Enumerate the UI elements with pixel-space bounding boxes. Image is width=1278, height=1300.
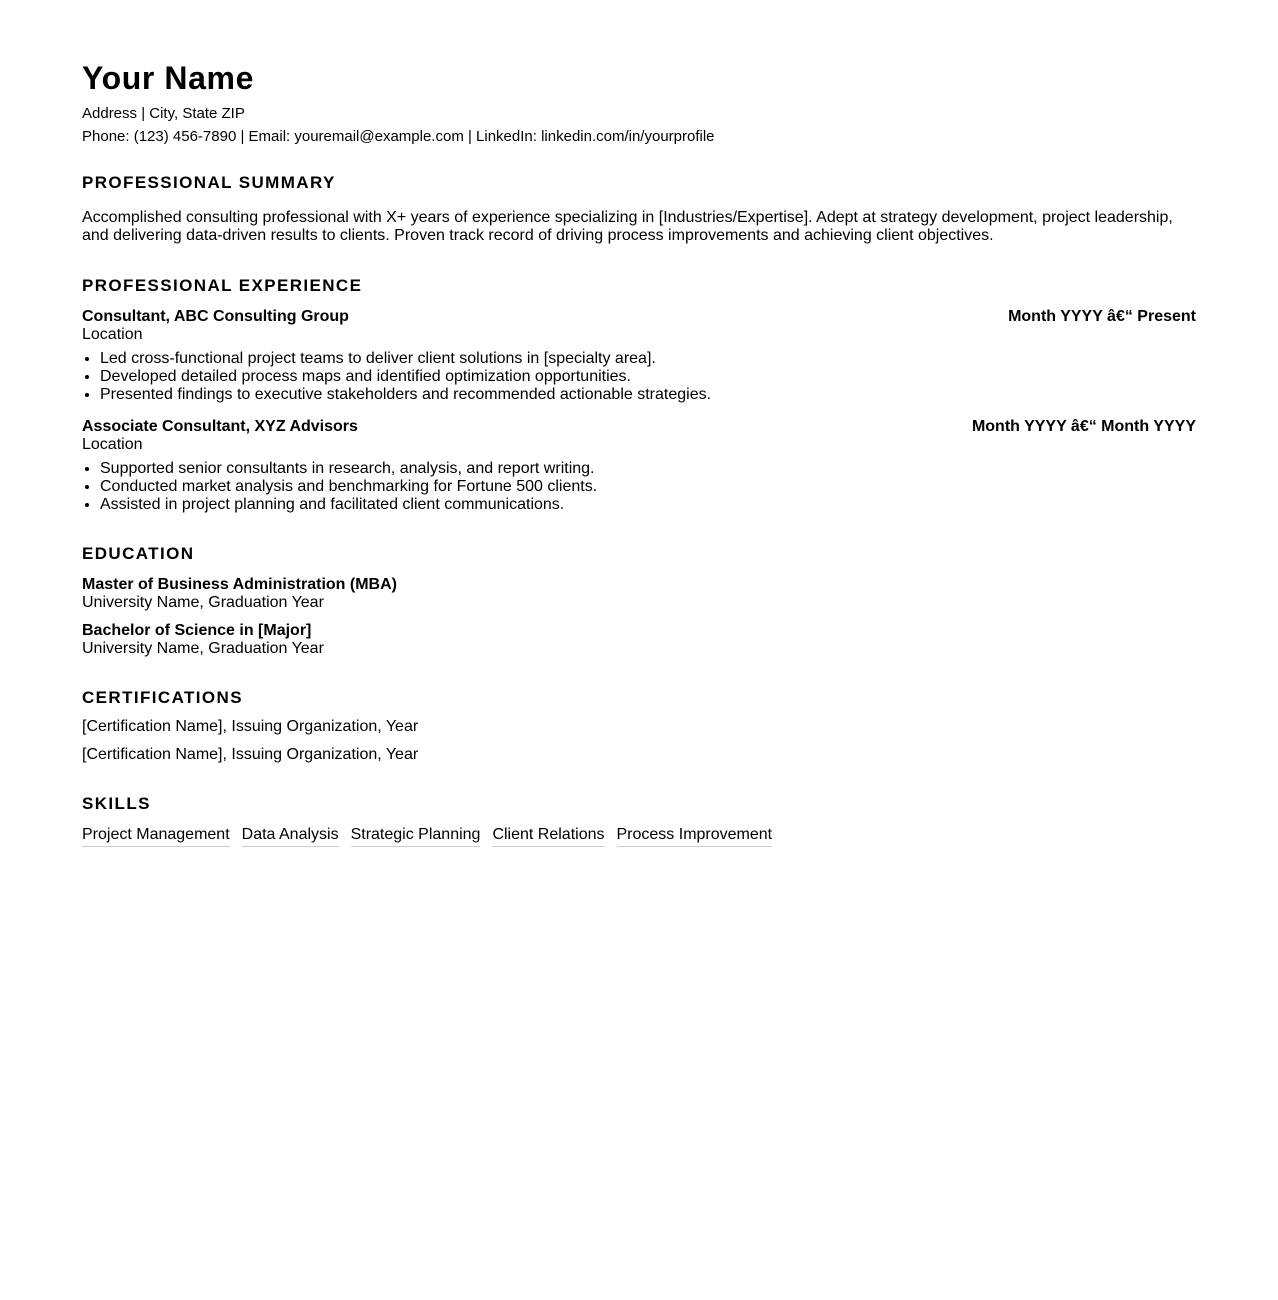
skill-tag: Client Relations: [492, 826, 604, 847]
job-bullet: • Supported senior consultants in research, analysis, and report writing.: [100, 460, 1196, 478]
degree-school: University Name, Graduation Year: [82, 640, 324, 657]
job-dates: Month YYYY â€“ Month YYYY: [971, 418, 1196, 435]
job-location: Location: [82, 326, 143, 343]
certification-list: [82, 718, 1196, 764]
job-dates: Month YYYY â€“ Present: [1008, 308, 1196, 325]
section-title-education: EDUCATION: [82, 544, 195, 563]
skill-tag: Data Analysis: [242, 826, 339, 847]
education-section: [82, 544, 1196, 658]
summary-text: Accomplished consulting professional with X+ years of experience specializing in [Industries/Expertise]. Adept at strategy development, project leadership, and delivering data-driven results to clients. Proven track record of driving process improvements and achieving client objectives.: [82, 209, 1173, 244]
job-header: [82, 418, 1196, 436]
job-bullet: • Presented findings to executive stakeholders and recommended actionable strategies.: [100, 386, 1196, 404]
skills-list: [82, 826, 1196, 847]
job-bullet: • Led cross-functional project teams to deliver client solutions in [specialty area].: [100, 350, 1196, 368]
degree-entry: [82, 576, 1196, 612]
contact-line: Phone: (123) 456-7890 | Email: youremail@example.com | LinkedIn: linkedin.com/in/yourprofile: [82, 128, 715, 145]
section-title-skills: SKILLS: [82, 794, 151, 813]
job-bullets: [82, 350, 1196, 404]
skill-tag: Project Management: [82, 826, 230, 847]
job-entry: [82, 418, 1196, 514]
job-title: Associate Consultant, XYZ Advisors: [82, 418, 358, 435]
summary-section: [82, 173, 1196, 245]
certifications-section: [82, 688, 1196, 764]
degree-name: Bachelor of Science in [Major]: [82, 622, 312, 639]
resume-header: [82, 59, 1196, 146]
degree-entry: [82, 622, 1196, 658]
experience-section: [82, 276, 1196, 514]
job-entry: [82, 308, 1196, 404]
certification-item: [Certification Name], Issuing Organization, Year: [82, 718, 419, 735]
skill-tag: Strategic Planning: [351, 826, 481, 847]
skills-section: [82, 794, 1196, 847]
section-title-certifications: CERTIFICATIONS: [82, 688, 243, 707]
job-location: Location: [82, 436, 143, 453]
candidate-name: Your Name: [82, 60, 254, 96]
degree-name: Master of Business Administration (MBA): [82, 576, 397, 593]
job-bullet: • Conducted market analysis and benchmarking for Fortune 500 clients.: [100, 478, 1196, 496]
section-title-summary: PROFESSIONAL SUMMARY: [82, 173, 336, 192]
job-bullet: • Developed detailed process maps and identified optimization opportunities.: [100, 368, 1196, 386]
certification-item: [Certification Name], Issuing Organization, Year: [82, 746, 419, 763]
section-title-experience: PROFESSIONAL EXPERIENCE: [82, 276, 363, 295]
job-bullets: [82, 460, 1196, 514]
job-header: [82, 308, 1196, 326]
address-line: Address | City, State ZIP: [82, 105, 245, 122]
skill-tag: Process Improvement: [617, 826, 773, 847]
job-bullet: • Assisted in project planning and facilitated client communications.: [100, 496, 1196, 514]
job-title: Consultant, ABC Consulting Group: [82, 308, 349, 325]
degree-school: University Name, Graduation Year: [82, 594, 324, 611]
